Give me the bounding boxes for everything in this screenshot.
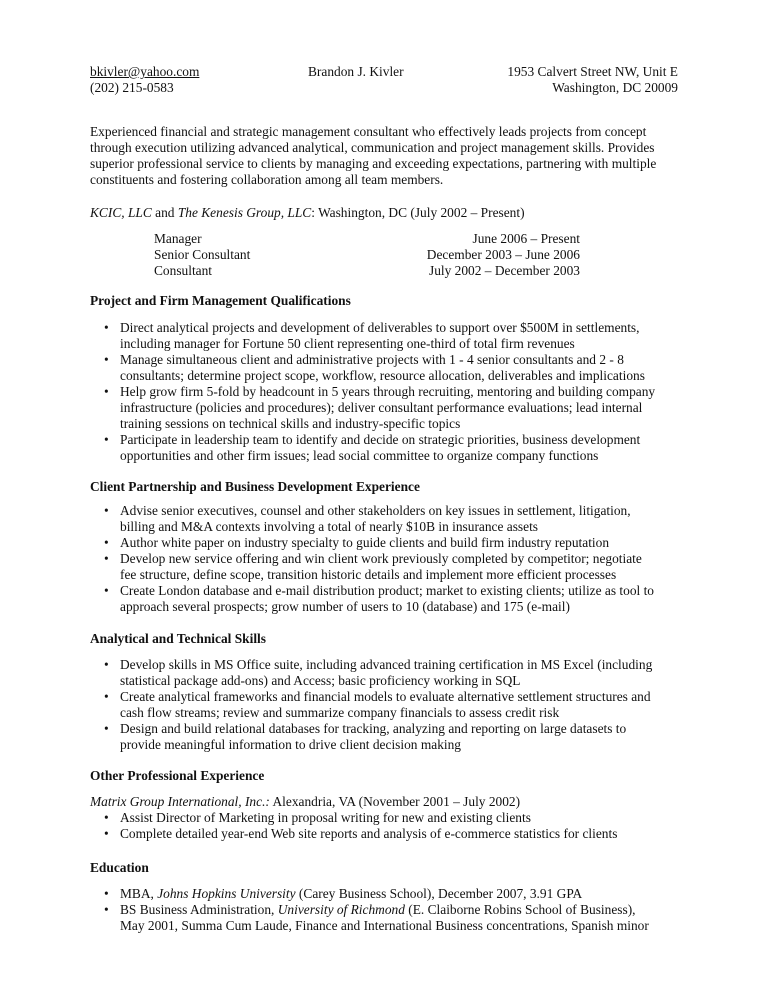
summary-line: Experienced financial and strategic management consultant who effectively leads projects from concept: [90, 124, 647, 139]
section-heading-education: Education: [90, 860, 149, 875]
other-bullets: [90, 810, 617, 842]
position-title: Senior Consultant: [154, 247, 251, 262]
address-line1: 1953 Calvert Street NW, Unit E: [507, 64, 678, 79]
bullet-item-mba: • MBA, Johns Hopkins University (Carey Business School), December 2007, 3.91 GPA: [90, 886, 649, 902]
project-bullets: [90, 320, 655, 464]
positions-list: [154, 231, 580, 279]
position-title: Consultant: [154, 263, 213, 278]
section-heading-client: Client Partnership and Business Development Experience: [90, 479, 420, 494]
bullet-item: • Manage simultaneous client and administrative projects with 1 - 4 senior consultants and 2 - 8 consultants; determine project scope, workflow, resource allocation, deliverables and implications: [90, 352, 655, 384]
position-dates: June 2006 – Present: [472, 231, 580, 246]
analytical-bullets: [90, 657, 652, 753]
section-heading-analytical: Analytical and Technical Skills: [90, 631, 266, 646]
summary-line: constituents and fostering collaboration among all team members.: [90, 172, 444, 187]
email-link[interactable]: bkivler@yahoo.com: [90, 64, 200, 79]
bullet-item: • Design and build relational databases for tracking, analyzing and reporting on large datasets to provide meaningful information to drive client decision making: [90, 721, 652, 753]
position-row: [154, 231, 580, 247]
bullet-item: • Direct analytical projects and development of deliverables to support over $500M in settlements, including manager for Fortune 50 client representing one-third of total firm revenues: [90, 320, 655, 352]
other-employer-location: Alexandria, VA (November 2001 – July 2002): [269, 794, 521, 809]
summary-line: through execution utilizing advanced analytical, communication and project management skills. Provides: [90, 140, 655, 155]
position-row: [154, 263, 580, 279]
address-line2: Washington, DC 20009: [552, 80, 678, 95]
client-bullets: [90, 503, 654, 615]
employer-line: [90, 205, 525, 221]
bullet-item: • Complete detailed year-end Web site reports and analysis of e-commerce statistics for clients: [90, 826, 617, 842]
education-bullets: [90, 886, 649, 934]
bullet-item: • Create London database and e-mail distribution product; market to existing clients; utilize as tool to approach several prospects; grow number of users to 10 (database) and 175 (e-mail): [90, 583, 654, 615]
bullet-item: • Develop new service offering and win client work previously completed by competitor; negotiate fee structure, define scope, transition historic details and implement more efficient processes: [90, 551, 654, 583]
position-row: [154, 247, 580, 263]
summary-paragraph: [90, 124, 690, 188]
bullet-item: • Participate in leadership team to identify and decide on strategic priorities, business development opportunities and other firm issues; lead social committee to organize company functions: [90, 432, 655, 464]
other-employer-line: [90, 794, 520, 810]
employer-location: : Washington, DC (July 2002 – Present): [311, 205, 525, 220]
bullet-item: • Develop skills in MS Office suite, including advanced training certification in MS Excel (including statistical package add-ons) and Access; basic proficiency working in SQL: [90, 657, 652, 689]
section-heading-other: Other Professional Experience: [90, 768, 265, 783]
bullet-item: • Help grow firm 5-fold by headcount in 5 years through recruiting, mentoring and building company infrastructure (policies and procedures); deliver consultant performance evaluations; lead internal training sessions on technical skills and industry-specific topics: [90, 384, 655, 432]
bullet-item: • Advise senior executives, counsel and other stakeholders on key issues in settlement, litigation, billing and M&A contexts involving a total of nearly $10B in insurance assets: [90, 503, 654, 535]
position-title: Manager: [154, 231, 202, 246]
section-heading-project: Project and Firm Management Qualifications: [90, 293, 351, 308]
employer-and: and: [151, 205, 178, 220]
phone-number: (202) 215-0583: [90, 80, 174, 95]
bullet-item: • Create analytical frameworks and financial models to evaluate alternative settlement structures and cash flow streams; review and summarize company financials to assess credit risk: [90, 689, 652, 721]
other-employer-name: Matrix Group International, Inc.:: [90, 794, 270, 809]
position-dates: July 2002 – December 2003: [429, 263, 580, 278]
employer-name-kenesis: The Kenesis Group, LLC: [177, 205, 312, 220]
bullet-item: • Assist Director of Marketing in proposal writing for new and existing clients: [90, 810, 617, 826]
position-dates: December 2003 – June 2006: [426, 247, 580, 262]
bullet-item: • Author white paper on industry specialty to guide clients and build firm industry reputation: [90, 535, 654, 551]
employer-name-kcic: KCIC, LLC: [90, 205, 152, 220]
bullet-item-bs: • BS Business Administration, University of Richmond (E. Claiborne Robins School of Business), May 2001, Summa Cum Laude, Finance and International Business concentrations, Spanish minor: [90, 902, 649, 934]
candidate-name: Brandon J. Kivler: [308, 64, 404, 79]
summary-line: superior professional service to clients by managing and exceeding expectations, partnering with multiple: [90, 156, 657, 171]
